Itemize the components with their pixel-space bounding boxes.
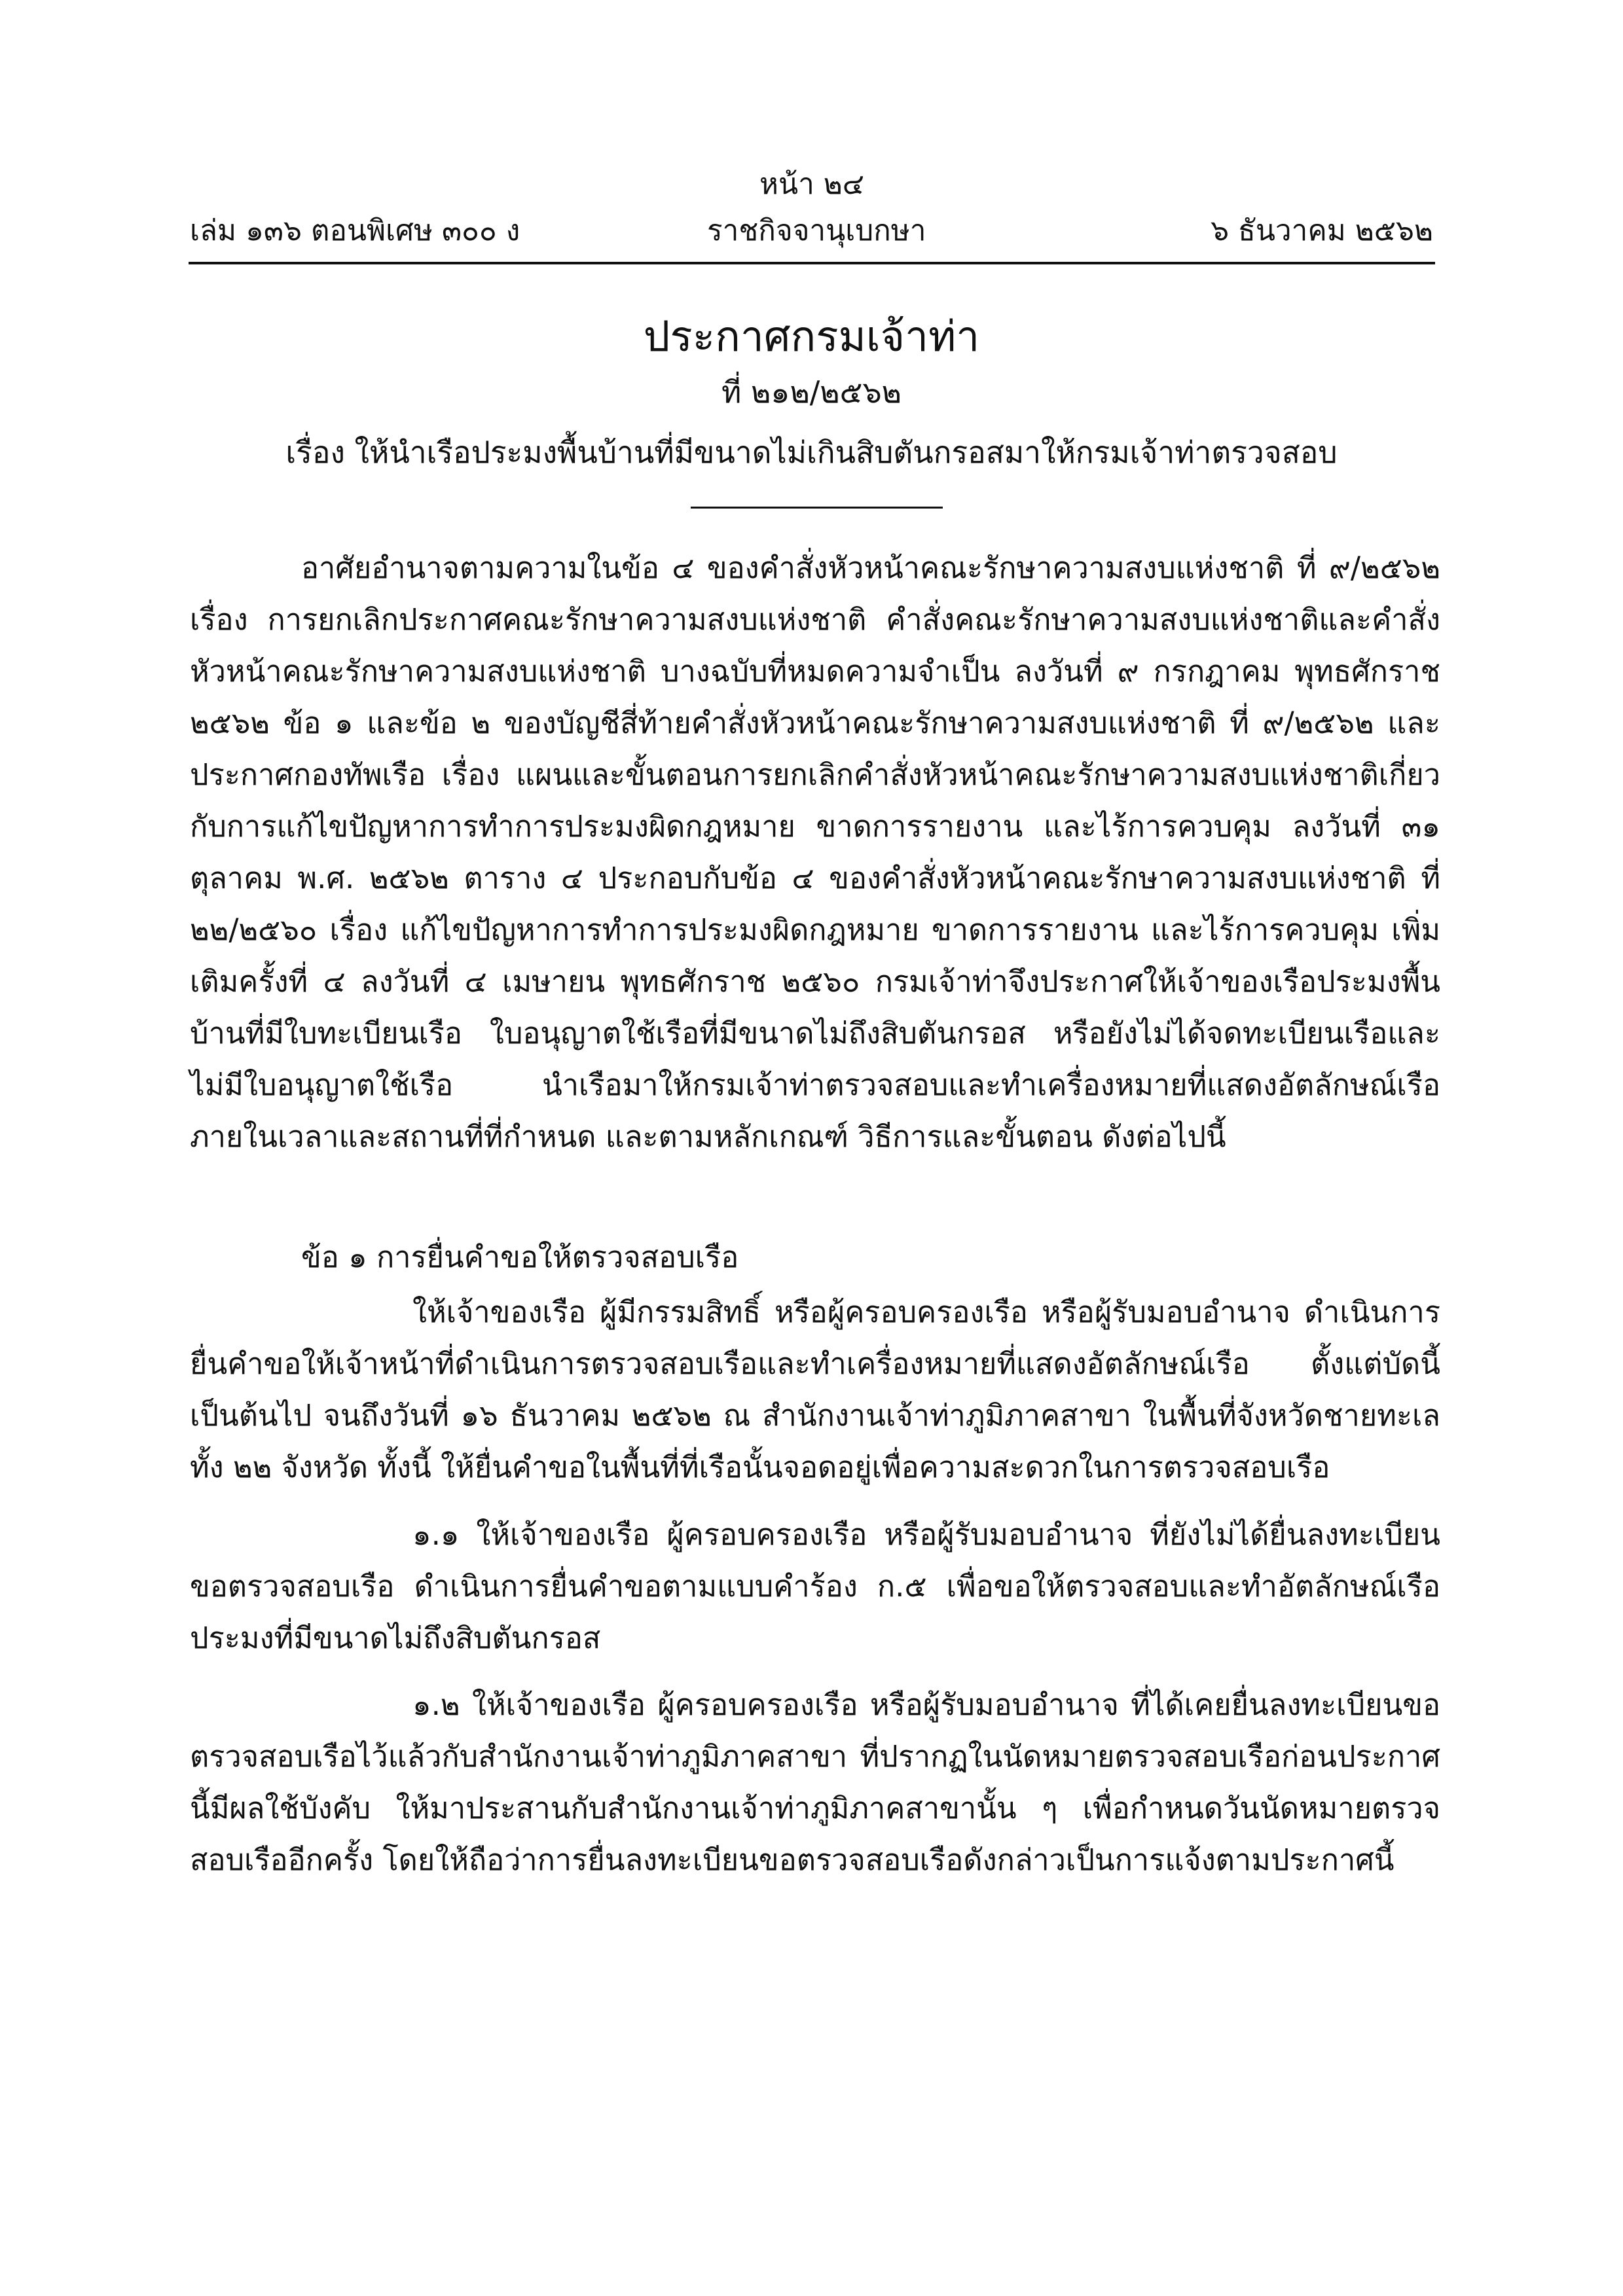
volume-info: เล่ม ๑๓๖ ตอนพิเศษ ๓๐๐ ง [190, 214, 520, 247]
publish-date: ๖ ธันวาคม ๒๕๖๒ [1211, 214, 1433, 247]
page-number: หน้า ๒๔ [759, 168, 865, 201]
preamble-paragraph: อาศัยอำนาจตามความในข้อ ๔ ของคำสั่งหัวหน้าคณะรักษาความสงบแห่งชาติ ที่ ๙/๒๕๖๒ เรื่อง การยกเลิกประกาศคณะรักษาความสงบแห่งชาติ คำสั่งคณะรักษาความสงบแห่งชาติและคำสั่งหัวหน้าคณะรักษาความสงบแห่งชาติ บางฉบับที่หมดความจำเป็น ลงวันที่ ๙ กรกฎาคม พุทธศักราช ๒๕๖๒ ข้อ ๑ และข้อ ๒ ของบัญชีสี่ท้ายคำสั่งหัวหน้าคณะรักษาความสงบแห่งชาติ ที่ ๙/๒๕๖๒ และประกาศกองทัพเรือ เรื่อง แผนและขั้นตอนการยกเลิกคำสั่งหัวหน้าคณะรักษาความสงบแห่งชาติเกี่ยวกับการแก้ไขปัญหาการทำการประมงผิดกฎหมาย ขาดการรายงาน และไร้การควบคุม ลงวันที่ ๓๑ ตุลาคม พ.ศ. ๒๕๖๒ ตาราง ๔ ประกอบกับข้อ ๔ ของคำสั่งหัวหน้าคณะรักษาความสงบแห่งชาติ ที่ ๒๒/๒๕๖๐ เรื่อง แก้ไขปัญหาการทำการประมงผิดกฎหมาย ขาดการรายงาน และไร้การควบคุม เพิ่มเติมครั้งที่ ๔ ลงวันที่ ๔ เมษายน พุทธศักราช ๒๕๖๐ กรมเจ้าท่าจึงประกาศให้เจ้าของเรือประมงพื้นบ้านที่มีใบทะเบียนเรือ ใบอนุญาตใช้เรือที่มีขนาดไม่ถึงสิบตันกรอส หรือยังไม่ได้จดทะเบียนเรือและไม่มีใบอนุญาตใช้เรือ นำเรือมาให้กรมเจ้าท่าตรวจสอบและทำเครื่องหมายที่แสดงอัตลักษณ์เรือภายในเวลาและสถานที่ที่กำหนด และตามหลักเกณฑ์ วิธีการและขั้นตอน ดังต่อไปนี้ [190, 550, 1440, 1154]
title-divider [691, 507, 943, 509]
clause-1-2-paragraph: ๑.๒ ให้เจ้าของเรือ ผู้ครอบครองเรือ หรือผู้รับมอบอำนาจ ที่ได้เคยยื่นลงทะเบียนขอตรวจสอบเรือไว้แล้วกับสำนักงานเจ้าท่าภูมิภาคสาขา ที่ปรากฏในนัดหมายตรวจสอบเรือก่อนประกาศนี้มีผลใช้บังคับ ให้มาประสานกับสำนักงานเจ้าท่าภูมิภาคสาขานั้น ๆ เพื่อกำหนดวันนัดหมายตรวจสอบเรืออีกครั้ง โดยให้ถือว่าการยื่นลงทะเบียนขอตรวจสอบเรือดังกล่าวเป็นการแจ้งตามประกาศนี้ [190, 1687, 1440, 1877]
clause-1-1-paragraph: ๑.๑ ให้เจ้าของเรือ ผู้ครอบครองเรือ หรือผู้รับมอบอำนาจ ที่ยังไม่ได้ยื่นลงทะเบียนขอตรวจสอบเรือ ดำเนินการยื่นคำขอตามแบบคำร้อง ก.๕ เพื่อขอให้ตรวจสอบและทำอัตลักษณ์เรือประมงที่มีขนาดไม่ถึงสิบตันกรอส [190, 1517, 1440, 1655]
gazette-name: ราชกิจจานุเบกษา [707, 214, 926, 247]
clause-1-heading: ข้อ ๑ การยื่นคำขอให้ตรวจสอบเรือ [301, 1240, 739, 1274]
announcement-number: ที่ ๒๑๒/๒๕๖๒ [721, 374, 902, 410]
clause-1-paragraph: ให้เจ้าของเรือ ผู้มีกรรมสิทธิ์ หรือผู้ครอบครองเรือ หรือผู้รับมอบอำนาจ ดำเนินการยื่นคำขอให้เจ้าหน้าที่ดำเนินการตรวจสอบเรือและทำเครื่องหมายที่แสดงอัตลักษณ์เรือ ตั้งแต่บัดนี้เป็นต้นไป จนถึงวันที่ ๑๖ ธันวาคม ๒๕๖๒ ณ สำนักงานเจ้าท่าภูมิภาคสาขา ในพื้นที่จังหวัดชายทะเลทั้ง ๒๒ จังหวัด ทั้งนี้ ให้ยื่นคำขอในพื้นที่ที่เรือนั้นจอดอยู่เพื่อความสะดวกในการตรวจสอบเรือ [190, 1295, 1440, 1484]
announcement-subject: เรื่อง ให้นำเรือประมงพื้นบ้านที่มีขนาดไม่เกินสิบตันกรอสมาให้กรมเจ้าท่าตรวจสอบ [285, 435, 1338, 470]
header-rule [189, 262, 1435, 264]
announcement-title: ประกาศกรมเจ้าท่า [643, 313, 980, 361]
